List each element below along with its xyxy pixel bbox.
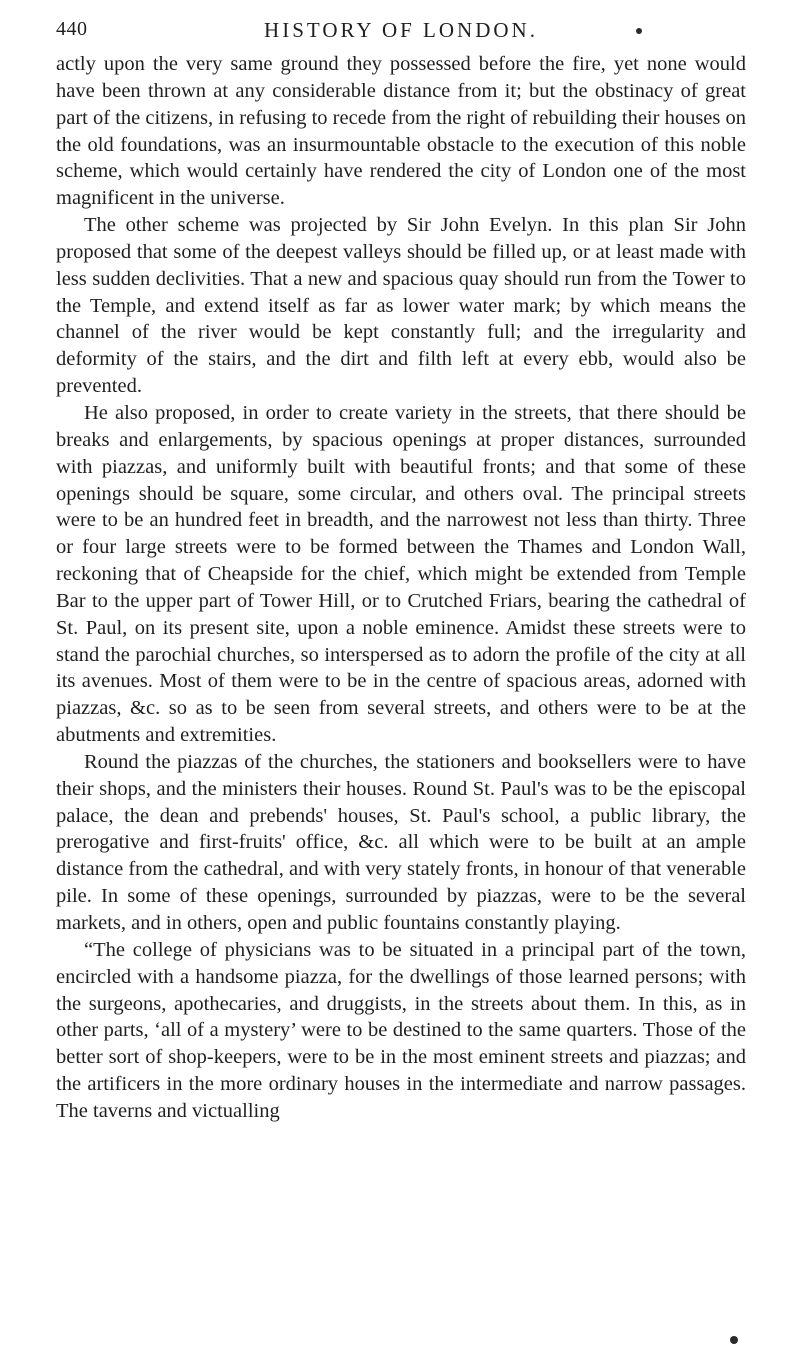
ink-speck-mark xyxy=(636,28,642,34)
body-text xyxy=(56,51,746,1125)
paragraph-college-physicians: “The college of physicians was to be situated in a principal part of the town, encircled with a handsome piazza, for the dwellings of those learned persons; with the surgeons, apothecaries, and druggists, in the streets about them. In this, as in other parts, ‘all of a mystery’ were to be destined to the same quarters. Those of the better sort of shop-keepers, were to be in the most eminent streets and piazzas; and the artificers in the more ordinary houses in the intermediate and narrow passages. The taverns and victualling xyxy=(56,938,746,1122)
paragraph-streets-plan: He also proposed, in order to create variety in the streets, that there should be breaks and enlargements, by spacious openings at proper distances, surrounded with piazzas, and uniformly built with beautiful fronts; and that some of these openings should be square, some circular, and others oval. The principal streets were to be an hundred feet in breadth, and the narrowest not less than thirty. Three or four large streets were to be formed between the Thames and London Wall, reckoning that of Cheapside for the chief, which might be extended from Temple Bar to the upper part of Tower Hill, or to Crutched Friars, bearing the cathedral of St. Paul, on its present site, upon a noble eminence. Amidst these streets were to stand the parochial churches, so interspersed as to adorn the profile of the city at all its avenues. Most of them were to be in the centre of spacious areas, adorned with piazzas, &c. so as to be seen from several streets, and others were to be at the abutments and extremities. xyxy=(56,401,746,747)
ink-speck-mark xyxy=(730,1336,738,1344)
running-head xyxy=(56,18,746,48)
paragraph-evelyn-scheme: The other scheme was projected by Sir John Evelyn. In this plan Sir John proposed that some of the deepest valleys should be filled up, or at least made with less sudden declivities. That a new and spacious quay should run from the Tower to the Temple, and extend itself as far as lower water mark; by which means the channel of the river would be kept constantly full; and the irregularity and deformity of the stairs, and the dirt and filth left at every ebb, would also be prevented. xyxy=(56,214,746,398)
page-number: 440 xyxy=(56,18,88,40)
paragraph-piazzas: Round the piazzas of the churches, the stationers and booksellers were to have their shops, and the ministers their houses. Round St. Paul's was to be the episcopal palace, the dean and prebends' houses, St. Paul's school, a public library, the prerogative and first-fruits' office, &c. all which were to be built at an ample distance from the cathedral, and with very stately fronts, in honour of that venerable pile. In some of these openings, surrounded by piazzas, were to be the several markets, and in others, open and public fountains constantly playing. xyxy=(56,750,746,934)
running-title: HISTORY OF LONDON. xyxy=(264,18,538,42)
paragraph-continuation: actly upon the very same ground they possessed before the fire, yet none would have been thrown at any considerable distance from it; but the obstinacy of great part of the citizens, in refusing to recede from the right of rebuilding their houses on the old foundations, was an insurmountable obstacle to the execution of this noble scheme, which would certainly have rendered the city of London one of the most magnificent in the universe. xyxy=(56,53,746,210)
